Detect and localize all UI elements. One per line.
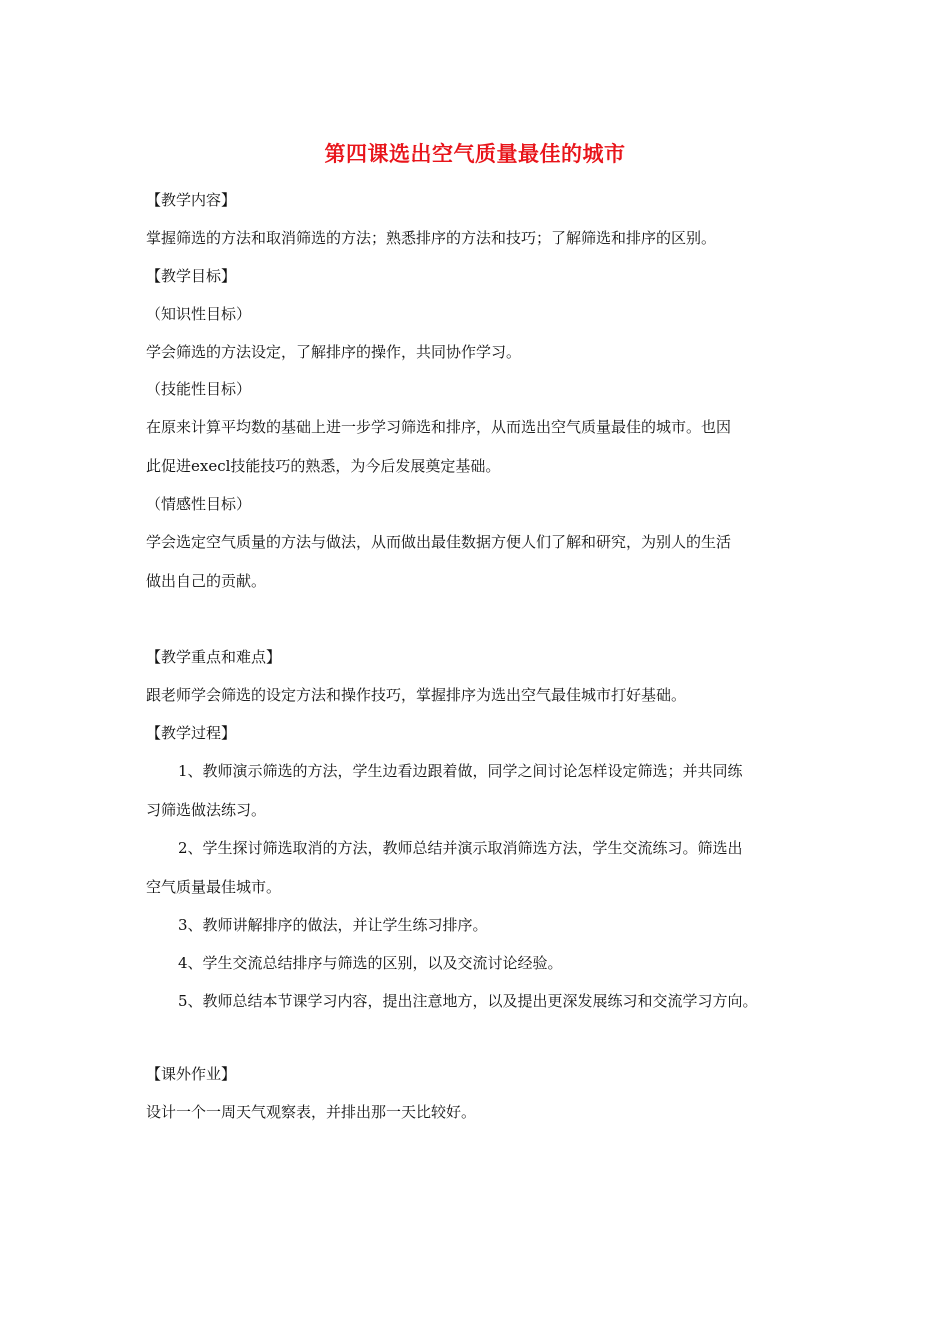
skill-goal-text-line-2: 此促进execl技能技巧的熟悉，为今后发展奠定基础。 <box>146 457 501 475</box>
process-step-1-line-2: 习筛选做法练习。 <box>146 801 267 819</box>
knowledge-goal-text: 学会筛选的方法设定，了解排序的操作，共同协作学习。 <box>146 343 522 361</box>
teaching-content-heading: 【教学内容】 <box>146 191 237 209</box>
process-step-3: 3、教师讲解排序的做法，并让学生练习排序。 <box>178 916 488 934</box>
process-step-2-line-2: 空气质量最佳城市。 <box>146 878 282 896</box>
homework-text: 设计一个一周天气观察表，并排出那一天比较好。 <box>146 1103 477 1121</box>
emotion-goal-heading: （情感性目标） <box>146 495 252 513</box>
teaching-goals-heading: 【教学目标】 <box>146 267 237 285</box>
process-step-4: 4、学生交流总结排序与筛选的区别，以及交流讨论经验。 <box>178 954 563 972</box>
emotion-goal-text-line-2: 做出自己的贡献。 <box>146 572 267 590</box>
page-title: 第四课选出空气质量最佳的城市 <box>324 142 626 166</box>
teaching-content-text: 掌握筛选的方法和取消筛选的方法；熟悉排序的方法和技巧；了解筛选和排序的区别。 <box>146 229 717 247</box>
skill-goal-text-line-1: 在原来计算平均数的基础上进一步学习筛选和排序，从而选出空气质量最佳的城市。也因 <box>146 418 732 436</box>
key-points-heading: 【教学重点和难点】 <box>146 648 282 666</box>
knowledge-goal-heading: （知识性目标） <box>146 305 252 323</box>
process-step-2-line-1: 2、学生探讨筛选取消的方法，教师总结并演示取消筛选方法，学生交流练习。筛选出 <box>178 839 743 857</box>
teaching-process-heading: 【教学过程】 <box>146 724 237 742</box>
emotion-goal-text-line-1: 学会选定空气质量的方法与做法，从而做出最佳数据方便人们了解和研究，为别人的生活 <box>146 533 732 551</box>
key-points-text: 跟老师学会筛选的设定方法和操作技巧，掌握排序为选出空气最佳城市打好基础。 <box>146 686 687 704</box>
homework-heading: 【课外作业】 <box>146 1065 237 1083</box>
skill-goal-heading: （技能性目标） <box>146 380 252 398</box>
process-step-1-line-1: 1、教师演示筛选的方法，学生边看边跟着做，同学之间讨论怎样设定筛选；并共同练 <box>178 762 743 780</box>
process-step-5: 5、教师总结本节课学习内容，提出注意地方，以及提出更深发展练习和交流学习方向。 <box>178 992 758 1010</box>
